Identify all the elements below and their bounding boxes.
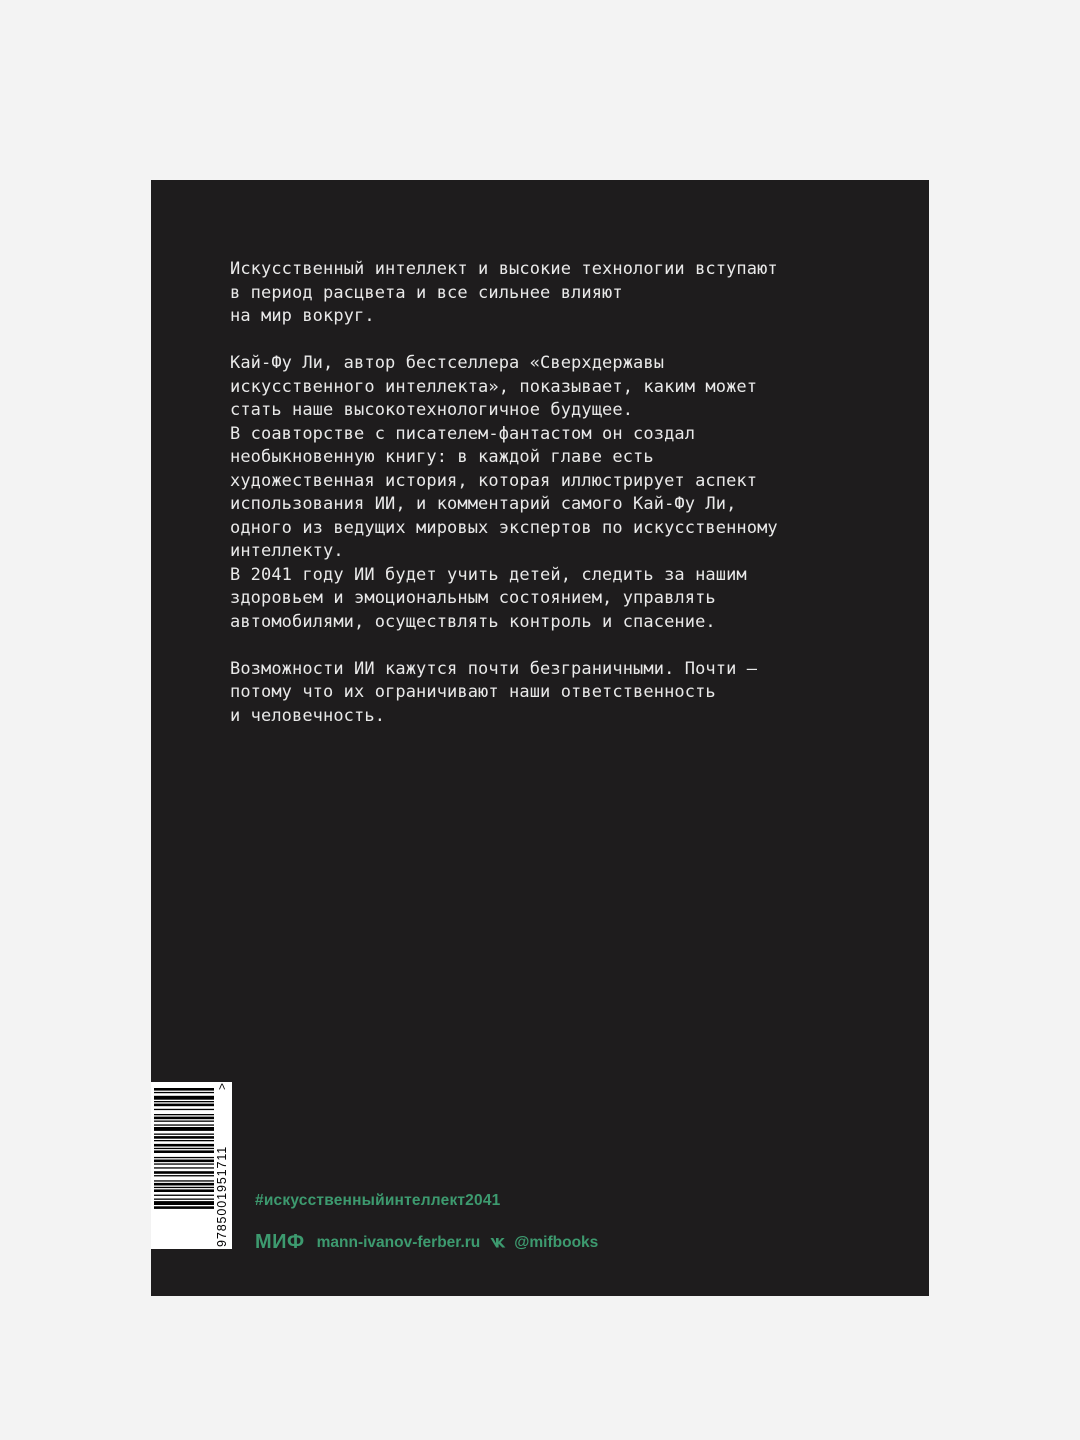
barcode-bar — [154, 1104, 214, 1107]
blurb-paragraph-1: Искусственный интеллект и высокие технологии вступают в период расцвета и все сильнее влияют на мир вокруг. — [230, 259, 778, 326]
barcode-digits: 9785001951711 — [215, 1145, 229, 1247]
publisher-website[interactable]: mann-ivanov-ferber.ru — [316, 1233, 481, 1251]
barcode-bar — [154, 1140, 214, 1141]
barcode-bar — [154, 1096, 214, 1100]
barcode-bar — [154, 1180, 214, 1181]
social-handle[interactable]: @mifbooks — [514, 1233, 599, 1251]
book-back-cover — [151, 180, 929, 1296]
barcode-bar — [154, 1187, 214, 1188]
barcode-bars — [154, 1088, 214, 1209]
blurb-paragraph-2: Кай-Фу Ли, автор бестселлера «Сверхдержавы искусственного интеллекта», показывает, каким может стать наше высокотехнологичное будущее. В соавторстве с писателем-фантастом он создал необыкновенную книгу: в каждой главе есть художественная история, которая иллюстрирует аспект использования ИИ, и комментарий самого Кай-Фу Ли, одного из ведущих мировых экспертов по искусственному интеллекту. В 2041 году ИИ будет учить детей, следить за нашим здоровьем и эмоциональным состоянием, управлять автомобилями, осуществлять контроль и спасение. — [230, 353, 778, 632]
barcode-bar — [154, 1201, 214, 1205]
barcode-bar — [154, 1206, 214, 1209]
barcode-bar — [154, 1101, 214, 1102]
barcode-bar — [154, 1189, 214, 1192]
publisher-footer — [255, 1231, 598, 1254]
barcode-bar — [154, 1183, 214, 1186]
barcode-bar — [154, 1175, 214, 1176]
barcode-bar — [154, 1136, 214, 1139]
barcode-bar — [154, 1157, 214, 1158]
barcode-bar — [154, 1167, 214, 1168]
vk-icon — [490, 1237, 507, 1248]
barcode-bar — [154, 1124, 214, 1125]
barcode-bar — [154, 1163, 214, 1164]
barcode-bar — [154, 1195, 214, 1196]
barcode-bar — [154, 1114, 214, 1115]
barcode-bar — [154, 1134, 214, 1135]
barcode-bar — [154, 1148, 214, 1149]
barcode-bar — [154, 1144, 214, 1147]
isbn-barcode — [151, 1082, 232, 1249]
barcode-quiet-mark: > — [215, 1082, 229, 1090]
barcode-bar — [154, 1121, 214, 1122]
barcode-bar — [154, 1160, 214, 1163]
barcode-bar — [154, 1150, 214, 1153]
barcode-bar — [154, 1088, 214, 1091]
barcode-bar — [154, 1199, 214, 1200]
barcode-bar — [154, 1109, 214, 1110]
publisher-logo: МИФ — [255, 1231, 305, 1253]
blurb-paragraph-3: Возможности ИИ кажутся почти безграничными. Почти – потому что их ограничивают наши ответственность и человечность. — [230, 658, 758, 726]
barcode-bar — [154, 1127, 214, 1131]
barcode-bar — [154, 1117, 214, 1120]
barcode-graphic — [151, 1082, 232, 1249]
barcode-bar — [154, 1171, 214, 1174]
blurb-text — [230, 258, 870, 752]
hashtag: #искусственныйинтеллект2041 — [255, 1192, 501, 1209]
barcode-bar — [154, 1092, 214, 1093]
